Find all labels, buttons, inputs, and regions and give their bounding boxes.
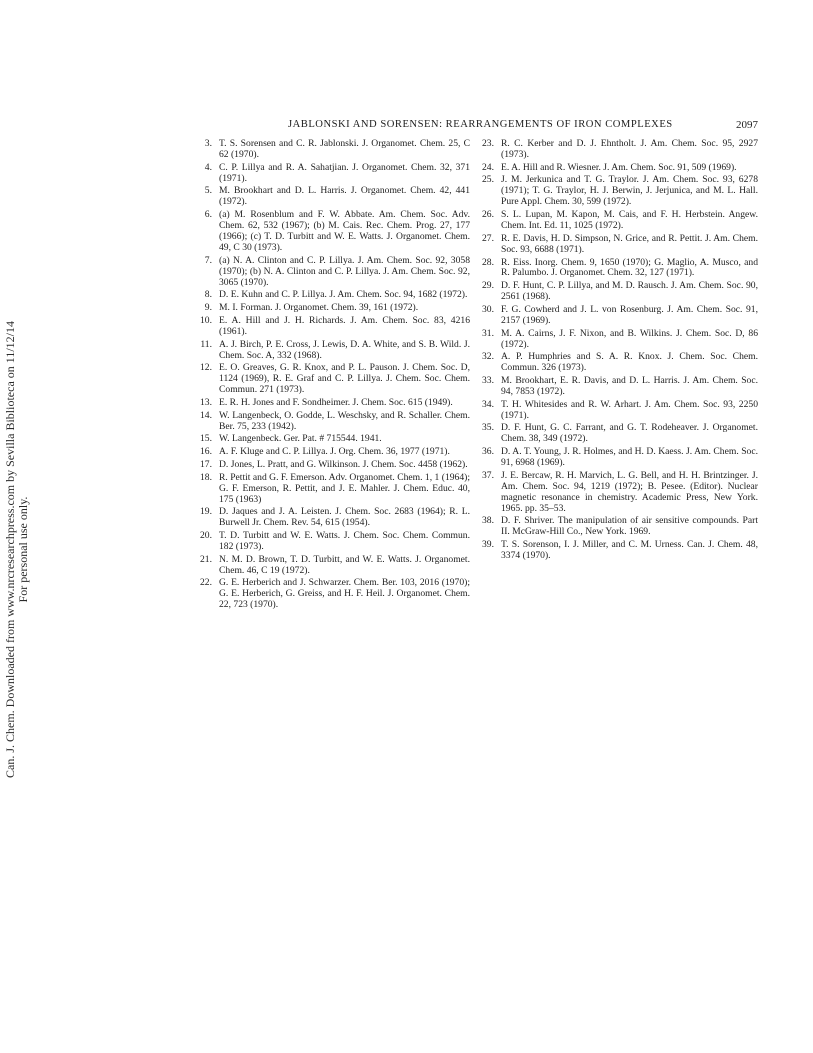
reference-text: M. Brookhart and D. L. Harris. J. Organomet. Chem. 42, 441 (1972). bbox=[219, 185, 470, 208]
reference-text: M. Brookhart, E. R. Davis, and D. L. Harris. J. Am. Chem. Soc. 94, 7853 (1972). bbox=[501, 375, 758, 397]
reference-text: D. F. Shriver. The manipulation of air sensitive compounds. Part II. McGraw-Hill Co., New York. 1969. bbox=[501, 515, 758, 538]
reference-number: 3. bbox=[204, 138, 212, 149]
reference-text: T. H. Whitesides and R. W. Arhart. J. Am. Chem. Soc. 93, 2250 (1971). bbox=[501, 398, 758, 421]
reference-entry bbox=[478, 234, 758, 256]
reference-number: 29. bbox=[482, 280, 494, 292]
reference-number: 35. bbox=[482, 422, 494, 434]
reference-text: M. I. Forman. J. Organomet. Chem. 39, 161 (1972). bbox=[219, 302, 419, 314]
reference-entry bbox=[196, 473, 470, 506]
reference-text: (a) M. Rosenblum and F. W. Abbate. Am. Chem. Soc. Adv. Chem. 62, 532 (1967); (b) M. Cais. Rec. Chem. Prog. 27, 177 (1966); (c) T. D. Turbitt and W. E. Watts. J. Organomet. Chem. 49, C 30 (1973). bbox=[219, 209, 470, 253]
reference-number: 19. bbox=[200, 506, 212, 518]
reference-number: 5. bbox=[204, 185, 212, 197]
reference-text: T. S. Sorensen and C. R. Jablonski. J. Organomet. Chem. 25, C 62 (1970). bbox=[219, 138, 470, 160]
reference-text: E. O. Greaves, G. R. Knox, and P. L. Pauson. J. Chem. Soc. D, 1124 (1969), R. E. Graf and C. P. Lillya. J. Chem. Soc. Chem. Commun. 271 (1973). bbox=[219, 362, 470, 396]
reference-entry bbox=[478, 329, 758, 351]
reference-entry bbox=[196, 290, 470, 301]
reference-entry bbox=[196, 210, 470, 254]
reference-entry bbox=[196, 363, 470, 396]
reference-number: 16. bbox=[200, 446, 212, 458]
reference-entry bbox=[478, 210, 758, 232]
references-left-column bbox=[196, 139, 470, 613]
reference-entry bbox=[196, 447, 470, 458]
reference-number: 28. bbox=[482, 256, 494, 268]
reference-entry bbox=[196, 434, 470, 445]
reference-entry bbox=[196, 578, 470, 611]
reference-entry bbox=[478, 305, 758, 327]
reference-text: R. Pettit and G. F. Emerson. Adv. Organomet. Chem. 1, 1 (1964); G. F. Emerson, R. Pettit, and J. E. Mahler. J. Chem. Educ. 40, 175 (1963) bbox=[219, 471, 470, 505]
reference-number: 4. bbox=[204, 161, 212, 173]
reference-number: 8. bbox=[204, 289, 212, 301]
reference-number: 39. bbox=[482, 539, 494, 551]
reference-text: D. E. Kuhn and C. P. Lillya. J. Am. Chem. Soc. 94, 1682 (1972). bbox=[219, 289, 468, 301]
reference-entry bbox=[196, 411, 470, 433]
reference-entry bbox=[196, 163, 470, 185]
reference-entry bbox=[196, 303, 470, 314]
reference-number: 7. bbox=[204, 254, 212, 266]
download-watermark-line1: Can. J. Chem. Downloaded from www.nrcresearchpress.com by Sevilla Biblioteca on 11/12/14 bbox=[3, 320, 17, 778]
download-watermark bbox=[4, 321, 30, 778]
reference-entry bbox=[478, 258, 758, 280]
reference-entry bbox=[478, 163, 758, 174]
reference-entry bbox=[196, 531, 470, 553]
reference-text: W. Langenbeck. Ger. Pat. # 715544. 1941. bbox=[219, 433, 382, 445]
reference-entry bbox=[478, 447, 758, 469]
reference-entry bbox=[196, 316, 470, 338]
reference-text: E. R. H. Jones and F. Sondheimer. J. Chem. Soc. 615 (1949). bbox=[219, 396, 453, 408]
reference-entry bbox=[478, 139, 758, 161]
reference-text: F. G. Cowherd and J. L. von Rosenburg. J. Am. Chem. Soc. 91, 2157 (1969). bbox=[501, 303, 758, 326]
reference-entry bbox=[196, 186, 470, 208]
reference-number: 22. bbox=[200, 577, 212, 589]
reference-number: 13. bbox=[200, 396, 212, 408]
reference-text: N. M. D. Brown, T. D. Turbitt, and W. E. Watts. J. Organomet. Chem. 46, C 19 (1972). bbox=[219, 553, 470, 576]
reference-entry bbox=[196, 555, 470, 577]
download-watermark-line2: For personal use only. bbox=[16, 496, 31, 603]
reference-number: 36. bbox=[482, 446, 494, 458]
reference-number: 18. bbox=[200, 471, 212, 483]
reference-text: E. A. Hill and R. Wiesner. J. Am. Chem. Soc. 91, 509 (1969). bbox=[501, 161, 737, 173]
reference-number: 26. bbox=[482, 209, 494, 221]
reference-entry bbox=[196, 256, 470, 289]
reference-text: D. Jaques and J. A. Leisten. J. Chem. Soc. 2683 (1964); R. L. Burwell Jr. Chem. Rev. 54, 615 (1954). bbox=[219, 506, 470, 529]
reference-entry bbox=[478, 540, 758, 562]
reference-number: 17. bbox=[200, 458, 212, 470]
reference-entry bbox=[478, 175, 758, 208]
reference-number: 33. bbox=[482, 375, 494, 387]
page-number: 2097 bbox=[736, 119, 758, 131]
reference-text: S. L. Lupan, M. Kapon, M. Cais, and F. H. Herbstein. Angew. Chem. Int. Ed. 11, 1025 (1972). bbox=[501, 209, 758, 232]
reference-entry bbox=[478, 471, 758, 515]
reference-number: 31. bbox=[482, 327, 494, 339]
reference-text: D. F. Hunt, G. C. Farrant, and G. T. Rodeheaver. J. Organomet. Chem. 38, 349 (1972). bbox=[501, 422, 758, 445]
reference-number: 9. bbox=[204, 302, 212, 314]
reference-text: T. D. Turbitt and W. E. Watts. J. Chem. Soc. Chem. Commun. 182 (1973). bbox=[219, 530, 470, 552]
reference-text: G. E. Herberich and J. Schwarzer. Chem. Ber. 103, 2016 (1970); G. E. Herberich, G. Greiss, and H. F. Heil. J. Organomet. Chem. 22, 723 (1970). bbox=[219, 577, 470, 611]
reference-text: J. M. Jerkunica and T. G. Traylor. J. Am. Chem. Soc. 93, 6278 (1971); T. G. Traylor, H. J. Berwin, J. Jerjunica, and M. L. Hall. Pure Appl. Chem. 30, 599 (1972). bbox=[501, 174, 758, 208]
reference-text: R. C. Kerber and D. J. Ehntholt. J. Am. Chem. Soc. 95, 2927 (1973). bbox=[501, 138, 758, 160]
reference-text: A. J. Birch, P. E. Cross, J. Lewis, D. A. White, and S. B. Wild. J. Chem. Soc. A, 332 (1968). bbox=[219, 338, 470, 361]
reference-entry bbox=[196, 139, 470, 161]
reference-text: M. A. Cairns, J. F. Nixon, and B. Wilkins. J. Chem. Soc. D, 86 (1972). bbox=[501, 327, 758, 350]
reference-text: D. A. T. Young, J. R. Holmes, and H. D. Kaess. J. Am. Chem. Soc. 91, 6968 (1969). bbox=[501, 446, 758, 469]
reference-number: 12. bbox=[200, 362, 212, 374]
reference-number: 38. bbox=[482, 515, 494, 527]
reference-text: D. F. Hunt, C. P. Lillya, and M. D. Rausch. J. Am. Chem. Soc. 90, 2561 (1968). bbox=[501, 280, 758, 303]
reference-entry bbox=[478, 400, 758, 422]
reference-text: A. F. Kluge and C. P. Lillya. J. Org. Chem. 36, 1977 (1971). bbox=[219, 446, 450, 458]
reference-number: 21. bbox=[200, 553, 212, 565]
reference-text: W. Langenbeck, O. Godde, L. Weschsky, and R. Schaller. Chem. Ber. 75, 233 (1942). bbox=[219, 409, 470, 432]
reference-entry bbox=[196, 460, 470, 471]
reference-number: 10. bbox=[200, 314, 212, 326]
running-title: JABLONSKI AND SORENSEN: REARRANGEMENTS OF IRON COMPLEXES bbox=[288, 119, 673, 130]
reference-entry bbox=[478, 281, 758, 303]
reference-entry bbox=[478, 516, 758, 538]
reference-text: R. Eiss. Inorg. Chem. 9, 1650 (1970); G. Maglio, A. Musco, and R. Palumbo. J. Organomet. Chem. 32, 127 (1971). bbox=[501, 256, 758, 279]
reference-text: J. E. Bercaw, R. H. Marvich, L. G. Bell, and H. H. Brintzinger. J. Am. Chem. Soc. 94, 1219 (1972); B. Pesee. (Editor). Nuclear magnetic resonance in chemistry. Academic Press, New York. 1965. pp. 35–53. bbox=[501, 469, 758, 514]
reference-text: E. A. Hill and J. H. Richards. J. Am. Chem. Soc. 83, 4216 (1961). bbox=[219, 314, 470, 337]
reference-text: D. Jones, L. Pratt, and G. Wilkinson. J. Chem. Soc. 4458 (1962). bbox=[219, 458, 468, 470]
reference-text: A. P. Humphries and S. A. R. Knox. J. Chem. Soc. Chem. Commun. 326 (1973). bbox=[501, 351, 758, 374]
reference-entry bbox=[196, 340, 470, 362]
reference-number: 34. bbox=[482, 398, 494, 410]
reference-number: 6. bbox=[204, 209, 212, 221]
reference-number: 30. bbox=[482, 303, 494, 315]
reference-entry bbox=[478, 423, 758, 445]
reference-text: R. E. Davis, H. D. Simpson, N. Grice, and R. Pettit. J. Am. Chem. Soc. 93, 6688 (1971). bbox=[501, 232, 758, 255]
reference-number: 11. bbox=[200, 338, 212, 350]
reference-number: 14. bbox=[200, 409, 212, 421]
reference-entry bbox=[478, 352, 758, 374]
reference-number: 32. bbox=[482, 351, 494, 363]
reference-number: 15. bbox=[200, 433, 212, 445]
reference-entry bbox=[478, 376, 758, 398]
reference-text: C. P. Lillya and R. A. Sahatjian. J. Organomet. Chem. 32, 371 (1971). bbox=[219, 161, 470, 184]
reference-number: 25. bbox=[482, 174, 494, 186]
references-right-column bbox=[478, 139, 758, 564]
reference-number: 20. bbox=[200, 530, 212, 541]
reference-number: 24. bbox=[482, 161, 494, 173]
reference-text: T. S. Sorenson, I. J. Miller, and C. M. Urness. Can. J. Chem. 48, 3374 (1970). bbox=[501, 539, 758, 562]
reference-number: 23. bbox=[482, 138, 494, 149]
reference-entry bbox=[196, 507, 470, 529]
reference-number: 27. bbox=[482, 232, 494, 244]
reference-entry bbox=[196, 398, 470, 409]
reference-number: 37. bbox=[482, 469, 494, 481]
reference-text: (a) N. A. Clinton and C. P. Lillya. J. Am. Chem. Soc. 92, 3058 (1970); (b) N. A. Clinton and C. P. Lillya. J. Am. Chem. Soc. 92, 3065 (1970). bbox=[219, 254, 470, 288]
